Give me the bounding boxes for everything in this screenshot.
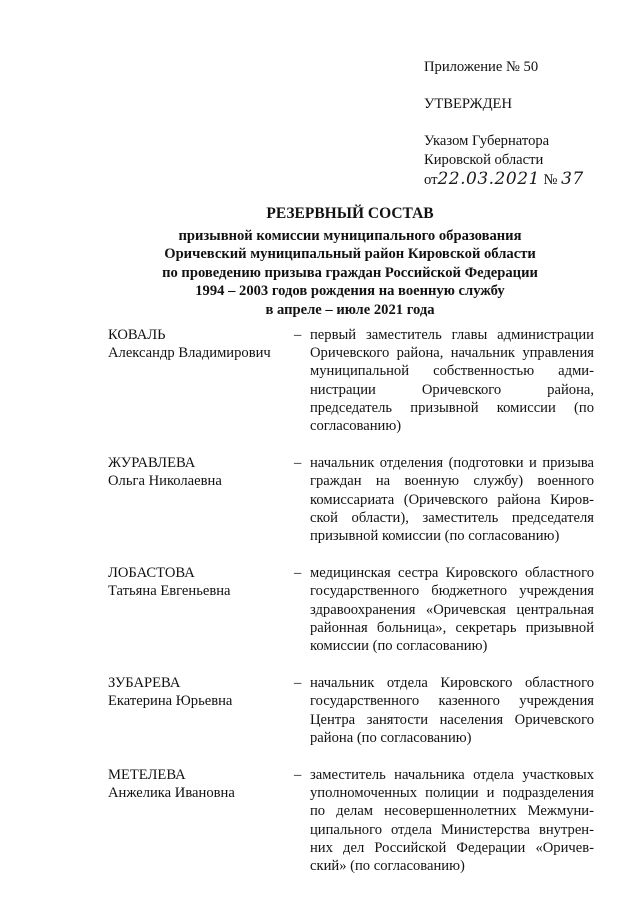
member-item xyxy=(108,326,594,435)
member-given-name: Татьяна Евгеньевна xyxy=(108,583,231,600)
member-name xyxy=(108,564,288,600)
document-title xyxy=(60,205,640,319)
member-given-name: Ольга Николаевна xyxy=(108,473,222,490)
decree-date-line xyxy=(424,170,624,190)
member-role: начальник отделения (подготовки и призыва граждан на военную службу) военного комиссариата (Оричевского района Кировской области), заместитель председателя призывной комиссии (по согласованию) xyxy=(310,455,594,545)
member-name xyxy=(108,766,288,802)
member-item xyxy=(108,454,594,545)
member-surname: КОВАЛЬ xyxy=(108,327,166,343)
member-role: начальник отдела Кировского областного государственного казенного учреждения Центра занятости населения Оричевского района (по согласованию) xyxy=(310,675,594,746)
member-surname: ЛОБАСТОВА xyxy=(108,565,195,582)
appendix-label: Приложение № 50 xyxy=(424,59,539,75)
member-name xyxy=(108,326,288,362)
member-name xyxy=(108,674,288,710)
member-surname: ЗУБАРЕВА xyxy=(108,675,181,692)
member-role: медицинская сестра Кировского областного государственного бюджетного учреждения здравоохранения «Оричевская центральная районная больница», секретарь призывной комиссии (по согласованию) xyxy=(310,565,594,655)
member-name xyxy=(108,454,288,490)
approval-block xyxy=(424,58,624,190)
member-dash: – xyxy=(294,767,302,784)
member-surname: ЖУРАВЛЕВА xyxy=(108,455,196,472)
decree-line-1: Указом Губернатора xyxy=(424,133,550,149)
member-list xyxy=(108,326,594,875)
member-given-name: Екатерина Юрьевна xyxy=(108,693,233,710)
from-prefix: от xyxy=(424,172,438,188)
member-role: первый заместитель главы администрации Оричевского района, начальник управления муниципальной собственностью администрации Оричевского района, председатель призывной комиссии (по согласованию) xyxy=(310,327,594,435)
member-role: заместитель начальника отдела участковых уполномоченных полиции и подразделения по делам несовершеннолетних Межмуниципального отдела Министерства внутренних дел Российской Федерации «Оричевский» (по согласованию) xyxy=(310,767,594,875)
handwritten-number: 37 xyxy=(561,169,584,189)
handwritten-date: 22.03.2021 xyxy=(437,169,540,189)
approved-label: УТВЕРЖДЕН xyxy=(424,96,512,112)
title-line-3: по проведению призыва граждан Российской Федерации xyxy=(162,264,538,281)
member-dash: – xyxy=(294,565,302,582)
number-prefix: № xyxy=(543,172,558,188)
title-line-1: призывной комиссии муниципального образования xyxy=(178,227,522,244)
member-item xyxy=(108,674,594,747)
member-item xyxy=(108,766,594,875)
decree-line-2: Кировской области xyxy=(424,152,544,168)
member-given-name: Александр Владимирович xyxy=(108,345,271,362)
member-dash: – xyxy=(294,327,302,343)
title-main: РЕЗЕРВНЫЙ СОСТАВ xyxy=(266,205,434,222)
member-surname: МЕТЕЛЕВА xyxy=(108,767,186,784)
member-dash: – xyxy=(294,675,302,692)
title-line-4: 1994 – 2003 годов рождения на военную службу xyxy=(195,283,505,299)
member-item xyxy=(108,564,594,655)
member-dash: – xyxy=(294,455,302,472)
title-line-2: Оричевский муниципальный район Кировской области xyxy=(164,246,536,262)
title-line-5: в апреле – июле 2021 года xyxy=(265,301,435,318)
member-given-name: Анжелика Ивановна xyxy=(108,785,235,802)
